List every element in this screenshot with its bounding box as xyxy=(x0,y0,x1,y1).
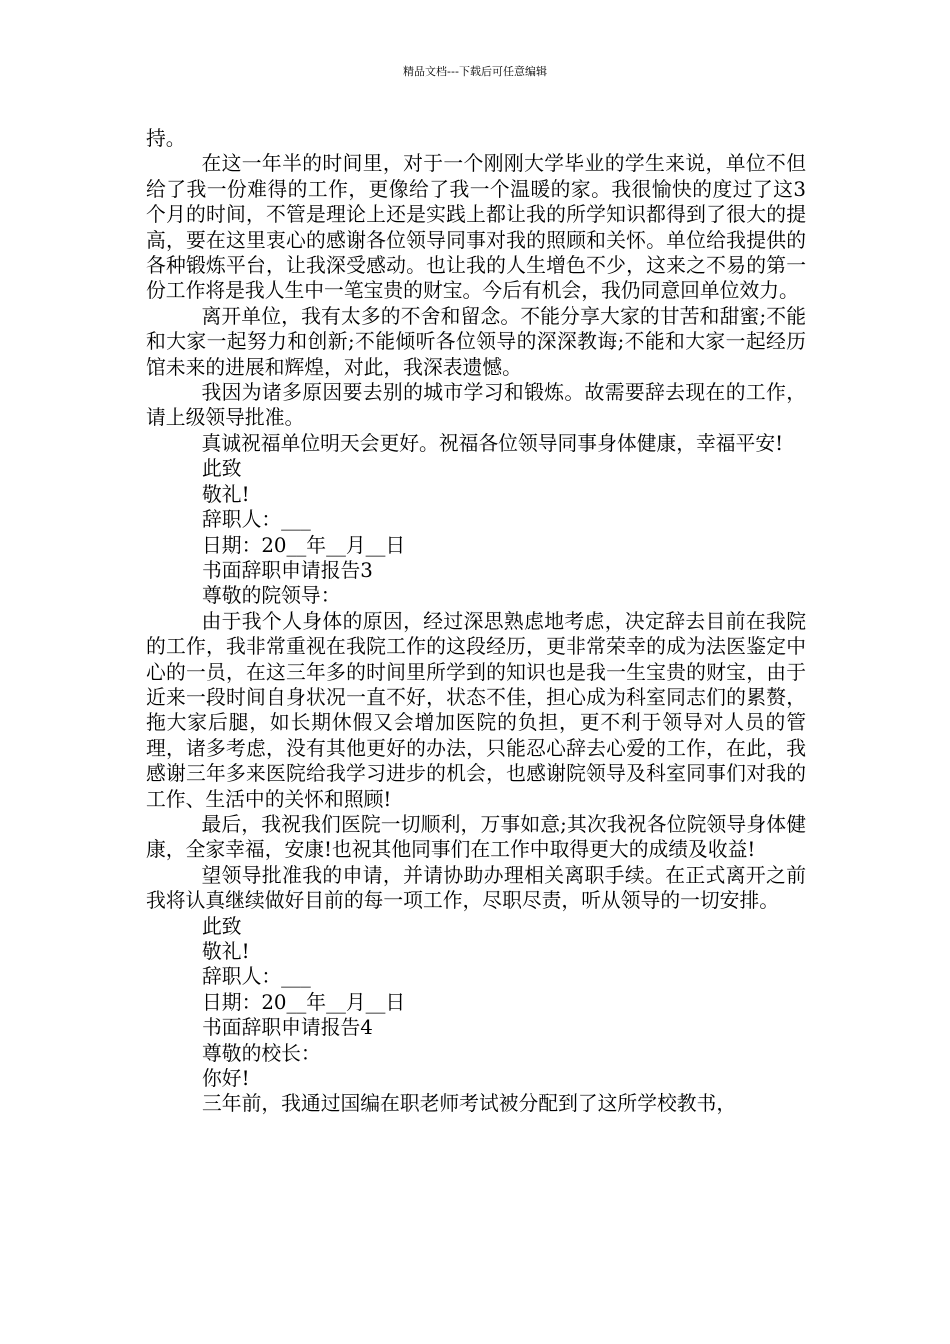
section-title: 书面辞职申请报告4 xyxy=(202,1016,373,1040)
paragraph: 最后，我祝我们医院一切顺利，万事如意;其次我祝各位院领导身体健康，全家幸福，安康!也祝其他同事们在工作中取得更大的成绩及收益! xyxy=(146,812,806,862)
paragraph: 持。 xyxy=(146,127,186,150)
closing-line: 敬礼! xyxy=(202,940,250,963)
paragraph: 望领导批准我的申请，并请协助办理相关离职手续。在正式离开之前我将认真继续做好目前的每一项工作，尽职尽责，听从领导的一切安排。 xyxy=(146,863,806,913)
greeting: 你好! xyxy=(202,1067,250,1091)
paragraph: 三年前，我通过国编在职老师考试被分配到了这所学校教书， xyxy=(202,1092,737,1116)
date-line: 日期：20__年__月__日 xyxy=(202,990,406,1014)
document-body xyxy=(146,126,806,1117)
signature-line: 辞职人：___ xyxy=(202,508,311,532)
paragraph: 由于我个人身体的原因，经过深思熟虑地考虑，决定辞去目前在我院的工作，我非常重视在我院工作的这段经历，更非常荣幸的成为法医鉴定中心的一员，在这三年多的时间里所学到的知识也是我一生宝贵的财宝，由于近来一段时间自身状况一直不好，状态不佳，担心成为科室同志们的累赘，拖大家后腿，如长期休假又会增加医院的负担，更不利于领导对人员的管理，诸多考虑，没有其他更好的办法，只能忍心辞去心爱的工作，在此，我感谢三年多来医院给我学习进步的机会，也感谢院领导及科室同事们对我的工作、生活中的关怀和照顾! xyxy=(146,609,806,811)
closing-line: 敬礼! xyxy=(202,482,250,506)
closing-line: 此致 xyxy=(202,914,242,938)
date-line: 日期：20__年__月__日 xyxy=(202,533,406,557)
paragraph: 真诚祝福单位明天会更好。祝福各位领导同事身体健康，幸福平安! xyxy=(201,431,784,455)
page-header: 精品文档---下载后可任意编辑 xyxy=(403,65,547,78)
salutation: 尊敬的院领导： xyxy=(202,584,341,608)
paragraph: 离开单位，我有太多的不舍和留念。不能分享大家的甘苦和甜蜜;不能和大家一起努力和创新;不能倾听各位领导的深深教诲;不能和大家一起经历馆未来的进展和辉煌，对此，我深表遗憾。 xyxy=(146,304,806,379)
salutation: 尊敬的校长： xyxy=(202,1041,321,1065)
paragraph: 我因为诸多原因要去别的城市学习和锻炼。故需要辞去现在的工作，请上级领导批准。 xyxy=(146,381,806,430)
closing-line: 此致 xyxy=(202,457,242,481)
paragraph: 在这一年半的时间里，对于一个刚刚大学毕业的学生来说，单位不但给了我一份难得的工作，更像给了我一个温暖的家。我很愉快的度过了这3个月的时间，不管是理论上还是实践上都让我的所学知识都得到了很大的提高，要在这里衷心的感谢各位领导同事对我的照顾和关怀。单位给我提供的各种锻炼平台，让我深受感动。也让我的人生增色不少，这来之不易的第一份工作将是我人生中一笔宝贵的财宝。今后有机会，我仍同意回单位效力。 xyxy=(146,152,806,303)
section-title: 书面辞职申请报告3 xyxy=(202,558,373,582)
signature-line: 辞职人：___ xyxy=(202,965,311,989)
